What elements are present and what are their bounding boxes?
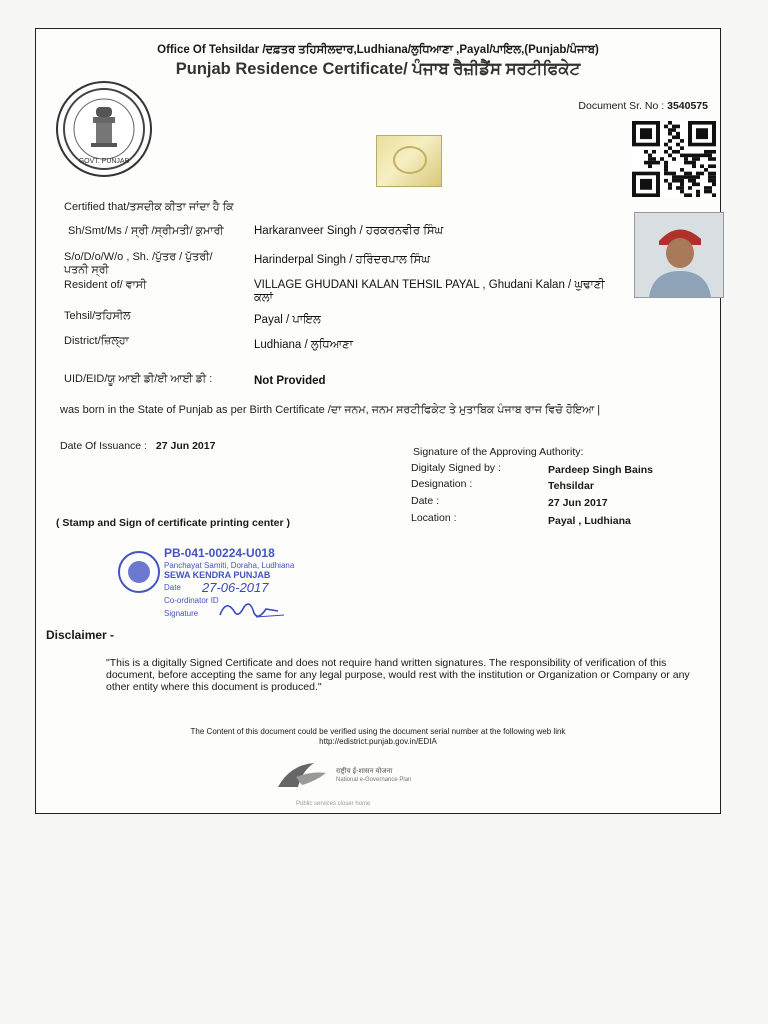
uid-label: UID/EID/ਯੂ ਆਈ ਡੀ/ਈ ਆਈ ਡੀ : <box>64 373 213 385</box>
egov-logo-hindi: राष्ट्रीय ई-शासन योजना <box>336 768 393 775</box>
document-serial <box>578 100 708 112</box>
verify-line: The Content of this document could be verified using the document serial number at the following web link <box>190 727 566 736</box>
designation-value: Tehsildar <box>548 480 594 492</box>
location-value: Payal , Ludhiana <box>548 515 631 527</box>
signed-by-label: Digitaly Signed by : <box>411 462 501 474</box>
certificate-title: Punjab Residence Certificate/ ਪੰਜਾਬ ਰੈਜ਼ੀਡੈਂਸ ਸਰਟੀਫਿਕੇਟ <box>175 60 581 78</box>
resident-label: Resident of/ ਵਾਸੀ <box>64 279 147 291</box>
born-statement: was born in the State of Punjab as per Birth Certificate /ਦਾ ਜਨਮ, ਜਨਮ ਸਰਟੀਫਿਕੇਟ ਤੇ ਮੁਤਾਬਿਕ ਪੰਜਾਬ ਰਾਜ ਵਿਚੋ ਹੋਇਆ | <box>60 404 601 416</box>
district-label: District/ਜ਼ਿਲ੍ਹਾ <box>64 335 129 347</box>
stamp-signature-label: Signature <box>164 609 199 618</box>
office-header: Office Of Tehsildar /ਦਫ਼ਤਰ ਤਹਿਸੀਲਦਾਰ,Ludhiana/ਲੁਧਿਆਣਾ ,Payal/ਪਾਇਲ,(Punjab/ਪੰਜਾਬ) <box>157 44 599 56</box>
date-label: Date : <box>411 495 440 507</box>
disclaimer-text: "This is a digitally Signed Certificate and does not require hand written signatures. The responsibility of verification of this document, before accepting the same for any legal purpose, would rest with the institution or Organization or Company or any other entity where this document is produced." <box>106 657 690 693</box>
designation-label: Designation : <box>411 478 473 490</box>
relation-value: Harinderpal Singh / ਹਰਿੰਦਰਪਾਲ ਸਿੰਘ <box>254 254 430 266</box>
document-serial-label: Document Sr. No : <box>578 100 665 112</box>
uid-value: Not Provided <box>254 375 326 387</box>
egov-logo-icon <box>272 759 332 793</box>
relation-label: S/o/D/o/W/o , Sh. /ਪੁੱਤਰ / ਪੁੱਤਰੀ/ ਪਤਨੀ ਸ੍ਰੀ <box>64 251 213 276</box>
hologram-sticker <box>376 135 442 187</box>
signed-by-value: Pardeep Singh Bains <box>548 464 654 476</box>
tehsil-label: Tehsil/ਤਹਿਸੀਲ <box>64 310 131 322</box>
egov-logo <box>272 759 442 809</box>
handwritten-signature-icon <box>216 597 286 623</box>
stamp-caption: ( Stamp and Sign of certificate printing center ) <box>56 517 290 529</box>
approval-heading: Signature of the Approving Authority: <box>413 446 584 458</box>
name-label: Sh/Smt/Ms / ਸ੍ਰੀ /ਸ੍ਰੀਮਤੀ/ ਕੁਮਾਰੀ <box>68 225 224 237</box>
date-of-issuance <box>60 440 215 452</box>
issuance-label: Date Of Issuance : <box>60 440 147 452</box>
applicant-photo <box>634 212 724 298</box>
qr-code <box>632 121 716 197</box>
certified-that-line: Certified that/ਤਸਦੀਕ ਕੀਤਾ ਜਾਂਦਾ ਹੈ ਕਿ <box>64 201 234 213</box>
seal-text: GOVT. PUNJAB <box>78 158 130 165</box>
sewa-kendra-stamp <box>116 541 316 625</box>
disclaimer-title: Disclaimer - <box>46 628 115 642</box>
stamp-code: PB-041-00224-U018 <box>164 546 275 560</box>
egov-tagline: Public services closer home <box>296 801 371 807</box>
document-serial-value: 3540575 <box>667 100 708 112</box>
stamp-line2: SEWA KENDRA PUNJAB <box>164 570 271 580</box>
stamp-date-label: Date <box>164 583 181 592</box>
name-value: Harkaranveer Singh / ਹਰਕਰਨਵੀਰ ਸਿੰਘ <box>254 225 444 237</box>
qr-code-icon <box>632 121 716 197</box>
location-label: Location : <box>411 512 457 524</box>
district-value: Ludhiana / ਲੁਧਿਆਣਾ <box>254 339 353 351</box>
date-value: 27 Jun 2017 <box>548 497 608 509</box>
government-seal-emblem <box>56 81 152 177</box>
stamp-logo-icon <box>116 549 162 595</box>
stamp-line1: Panchayat Samiti, Doraha, Ludhiana <box>164 561 295 570</box>
stamp-date-value: 27-06-2017 <box>202 580 269 595</box>
resident-value: VILLAGE GHUDANI KALAN TEHSIL PAYAL , Ghudani Kalan / ਘੁਢਾਣੀ ਕਲਾਂ <box>254 279 605 304</box>
issuance-value: 27 Jun 2017 <box>155 440 216 452</box>
emblem-icon <box>58 83 150 175</box>
verify-url[interactable]: http://edistrict.punjab.gov.in/EDIA <box>319 737 437 746</box>
stamp-coordinator-label: Co-ordinator ID <box>164 596 219 605</box>
certificate-document <box>35 28 721 814</box>
egov-logo-english: National e-Governance Plan <box>336 777 412 783</box>
tehsil-value: Payal / ਪਾਇਲ <box>254 314 321 326</box>
